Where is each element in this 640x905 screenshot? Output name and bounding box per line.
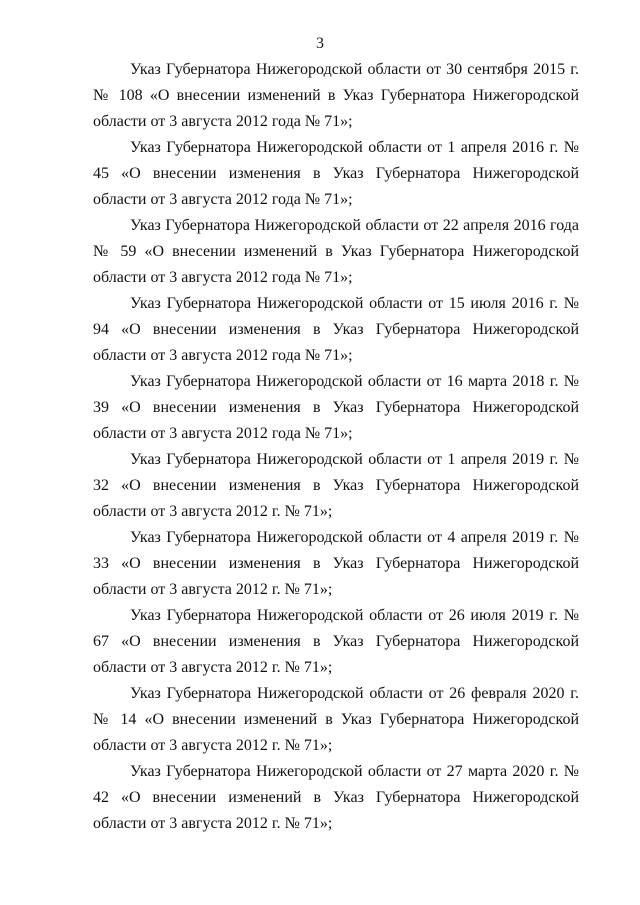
decree-paragraph-6: Указ Губернатора Нижегородской области от 1 апреля 2019 г. № 32 «О внесении изменения в Указ Губернатора Нижегородской области от 3 августа 2012 г. № 71»; xyxy=(93,451,579,520)
document-body xyxy=(93,57,579,837)
page-number: 3 xyxy=(316,35,324,52)
decree-paragraph-4: Указ Губернатора Нижегородской области от 15 июля 2016 г. № 94 «О внесении изменения в Указ Губернатора Нижегородской области от 3 августа 2012 года № 71»; xyxy=(93,295,579,364)
decree-paragraph-1: Указ Губернатора Нижегородской области от 30 сентября 2015 г. № 108 «О внесении изменений в Указ Губернатора Нижегородской области от 3 августа 2012 года № 71»; xyxy=(93,61,579,130)
decree-paragraph-8: Указ Губернатора Нижегородской области от 26 июля 2019 г. № 67 «О внесении изменения в Указ Губернатора Нижегородской области от 3 августа 2012 г. № 71»; xyxy=(93,607,579,676)
decree-paragraph-2: Указ Губернатора Нижегородской области от 1 апреля 2016 г. № 45 «О внесении изменения в Указ Губернатора Нижегородской области от 3 августа 2012 года № 71»; xyxy=(93,139,579,208)
decree-paragraph-3: Указ Губернатора Нижегородской области от 22 апреля 2016 года № 59 «О внесении изменений в Указ Губернатора Нижегородской области от 3 августа 2012 года № 71»; xyxy=(93,217,579,286)
decree-paragraph-7: Указ Губернатора Нижегородской области от 4 апреля 2019 г. № 33 «О внесении изменения в Указ Губернатора Нижегородской области от 3 августа 2012 г. № 71»; xyxy=(93,529,579,598)
decree-paragraph-5: Указ Губернатора Нижегородской области от 16 марта 2018 г. № 39 «О внесении изменения в Указ Губернатора Нижегородской области от 3 августа 2012 года № 71»; xyxy=(93,373,579,442)
decree-paragraph-9: Указ Губернатора Нижегородской области от 26 февраля 2020 г. № 14 «О внесении изменений в Указ Губернатора Нижегородской области от 3 августа 2012 г. № 71»; xyxy=(93,685,579,754)
decree-paragraph-10: Указ Губернатора Нижегородской области от 27 марта 2020 г. № 42 «О внесении изменений в Указ Губернатора Нижегородской области от 3 августа 2012 г. № 71»; xyxy=(93,763,579,832)
